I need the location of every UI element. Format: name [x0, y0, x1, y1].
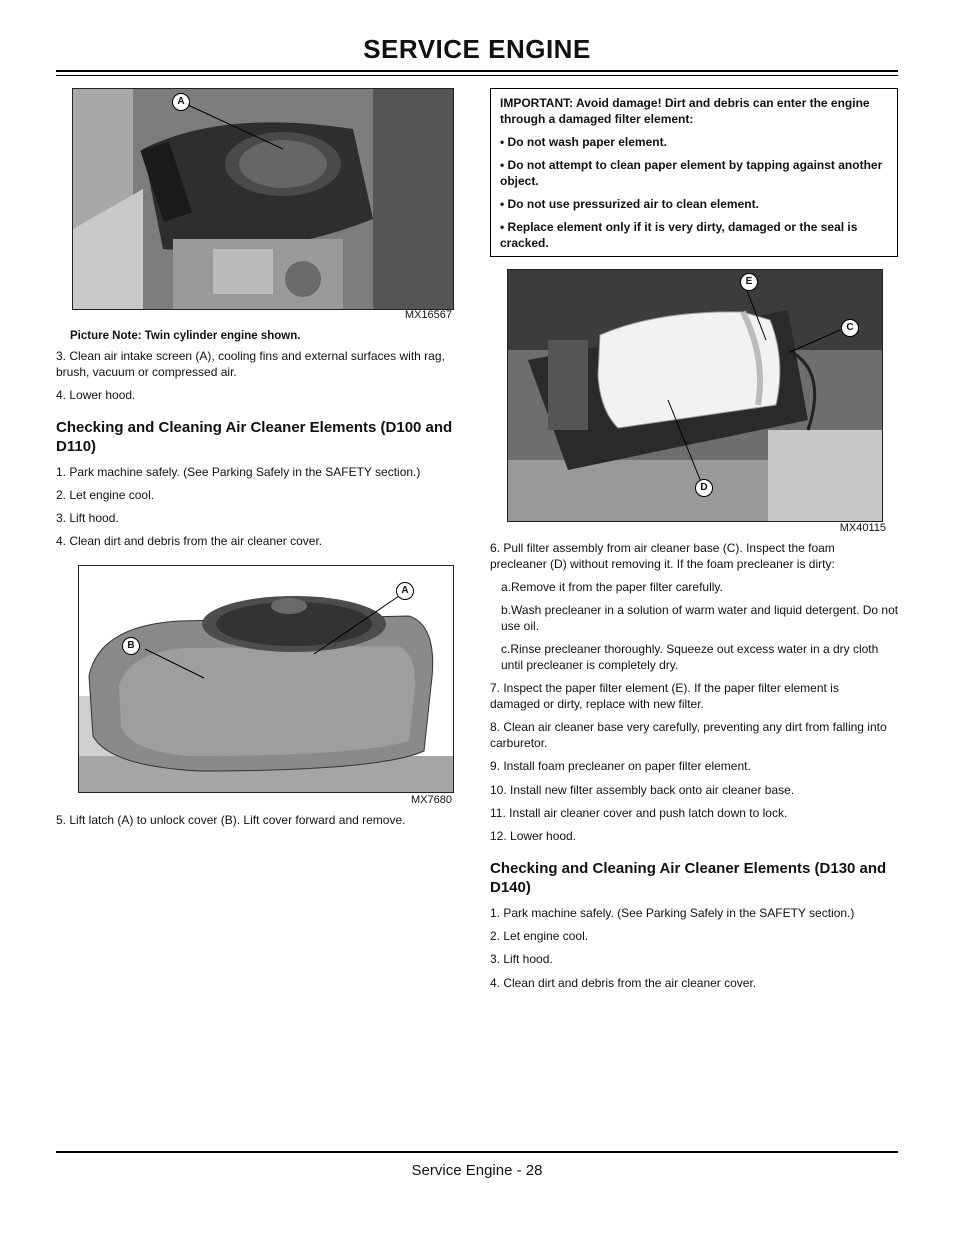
step-text: 3. Clean air intake screen (A), cooling fins and external surfaces with rag, brush, vacuum or compressed air. [56, 349, 445, 379]
step-text: 8. Clean air cleaner base very carefully, preventing any dirt from falling into carburetor. [490, 720, 887, 750]
substep-text: b.Wash precleaner in a solution of warm water and liquid detergent. Do not use oil. [501, 603, 899, 633]
callout-a: A [396, 582, 414, 600]
figure-code: MX16567 [404, 309, 452, 321]
substep-text: a.Remove it from the paper filter carefully. [501, 580, 723, 594]
step-text: 3. Lift hood. [490, 952, 553, 966]
important-item: • Do not wash paper element. [500, 135, 667, 149]
page-title: SERVICE ENGINE [363, 34, 591, 64]
callout-c: C [841, 319, 859, 337]
step-text: 1. Park machine safely. (See Parking Safely in the SAFETY section.) [56, 465, 421, 479]
figure-code: MX7680 [411, 794, 452, 806]
step-text: 3. Lift hood. [56, 511, 119, 525]
engine-photo [72, 88, 454, 310]
callout-a: A [172, 93, 190, 111]
step-text: 10. Install new filter assembly back onto air cleaner base. [490, 783, 795, 797]
footer-rule [56, 1151, 898, 1153]
step-text: 4. Lower hood. [56, 388, 136, 402]
air-cleaner-cover-photo [78, 565, 454, 793]
step-text: 9. Install foam precleaner on paper filter element. [490, 759, 751, 773]
important-item: • Replace element only if it is very dirty, damaged or the seal is cracked. [500, 220, 858, 250]
step-text: 2. Let engine cool. [56, 488, 155, 502]
important-intro: IMPORTANT: Avoid damage! Dirt and debris can enter the engine through a damaged filter element: [500, 96, 870, 126]
important-item: • Do not use pressurized air to clean element. [500, 197, 759, 211]
figure-code: MX40115 [839, 522, 886, 534]
step-text: 12. Lower hood. [490, 829, 577, 843]
step-text: 1. Park machine safely. (See Parking Safely in the SAFETY section.) [490, 906, 855, 920]
step-text: 11. Install air cleaner cover and push latch down to lock. [490, 806, 788, 820]
important-item: • Do not attempt to clean paper element by tapping against another object. [500, 158, 883, 188]
section-heading: Checking and Cleaning Air Cleaner Elements (D130 and D140) [490, 860, 887, 896]
step-text: 4. Clean dirt and debris from the air cleaner cover. [490, 976, 757, 990]
step-text: 5. Lift latch (A) to unlock cover (B). Lift cover forward and remove. [56, 813, 406, 827]
callout-e: E [740, 273, 758, 291]
page-footer: Service Engine - 28 [411, 1162, 543, 1179]
important-notice [490, 88, 898, 257]
step-text: 7. Inspect the paper filter element (E). If the paper filter element is damaged or dirty, replace with new filter. [490, 681, 839, 711]
substep-text: c.Rinse precleaner thoroughly. Squeeze out excess water in a dry cloth until precleaner is completely dry. [501, 642, 879, 672]
callout-b: B [122, 637, 140, 655]
header-rule [56, 70, 898, 72]
callout-d: D [695, 479, 713, 497]
header-rule-thin [56, 75, 898, 76]
picture-note: Picture Note: Twin cylinder engine shown. [70, 330, 301, 342]
step-text: 2. Let engine cool. [490, 929, 589, 943]
step-text: 4. Clean dirt and debris from the air cleaner cover. [56, 534, 323, 548]
section-heading: Checking and Cleaning Air Cleaner Elements (D100 and D110) [56, 419, 453, 455]
step-text: 6. Pull filter assembly from air cleaner base (C). Inspect the foam precleaner (D) without removing it. If the foam precleaner is dirty: [490, 541, 835, 571]
